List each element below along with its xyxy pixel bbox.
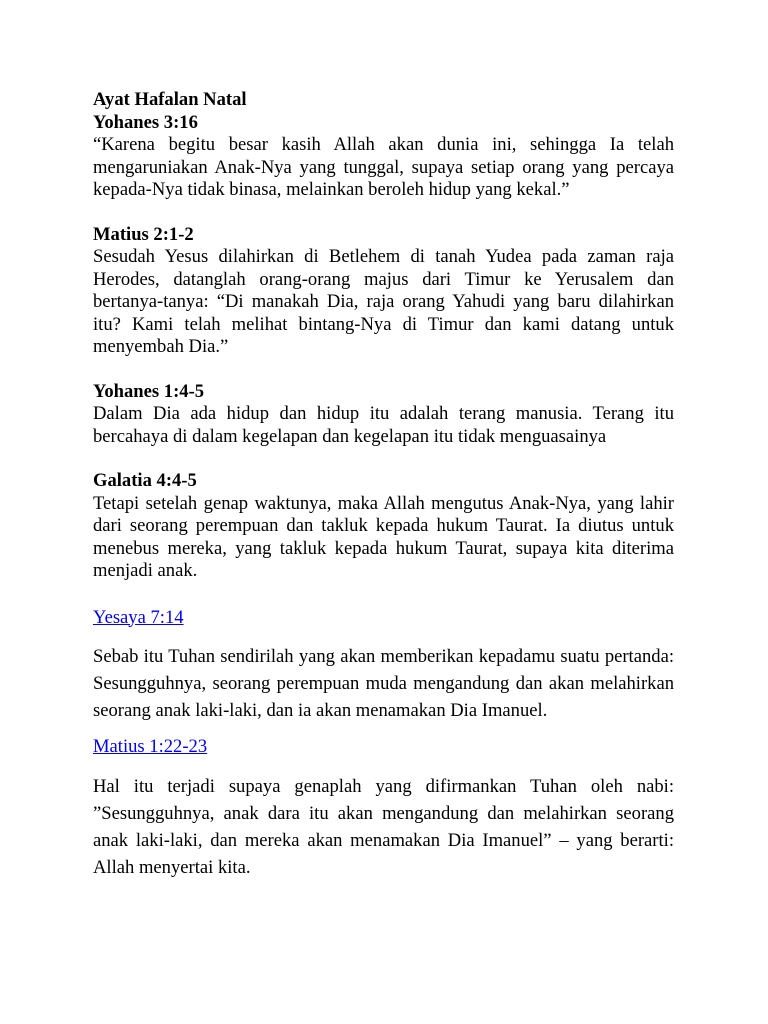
document-heading: Ayat Hafalan Natal	[93, 89, 247, 110]
verse-reference: Galatia 4:4-5	[93, 470, 197, 491]
verse-text: Tetapi setelah genap waktunya, maka Allah mengutus Anak-Nya, yang lahir dari seorang perempuan dan takluk kepada hukum Taurat. Ia diutus untuk menebus mereka, yang takluk kepada hukum Taurat, supaya kita diterima menjadi anak.	[93, 492, 674, 581]
verse-text: Hal itu terjadi supaya genaplah yang difirmankan Tuhan oleh nabi: ”Sesungguhnya, anak dara itu akan mengandung dan melahirkan seorang anak laki-laki, dan mereka akan menamakan Dia Imanuel” – yang berarti: Allah menyertai kita.	[93, 775, 674, 878]
section-yohanes-3-16	[93, 89, 674, 202]
verse-text: Sebab itu Tuhan sendirilah yang akan memberikan kepadamu suatu pertanda: Sesungguhnya, seorang perempuan muda mengandung dan akan melahirkan seorang anak laki-laki, dan ia akan menamakan Dia Imanuel.	[93, 646, 674, 721]
verse-reference: Yohanes 1:4-5	[93, 380, 205, 402]
section-yohanes-1-4-5	[93, 381, 674, 449]
verse-text: Dalam Dia ada hidup dan hidup itu adalah terang manusia. Terang itu bercahaya di dalam kegelapan dan kegelapan itu tidak menguasainya	[93, 403, 674, 447]
verse-link-yesaya-7-14[interactable]: Yesaya 7:14	[93, 606, 184, 628]
verse-text: Sesudah Yesus dilahirkan di Betlehem di tanah Yudea pada zaman raja Herodes, datanglah orang-orang majus dari Timur ke Yerusalem dan bertanya-tanya: “Di manakah Dia, raja orang Yahudi yang baru dilahirkan itu? Kami telah melihat bintang-Nya di Timur dan kami datang untuk menyembah Dia.”	[93, 246, 674, 357]
document-content	[93, 89, 674, 903]
verse-reference: Yohanes 3:16	[93, 111, 198, 133]
verse-text: “Karena begitu besar kasih Allah akan dunia ini, sehingga Ia telah mengaruniakan Anak-Nya yang tunggal, supaya setiap orang yang percaya kepada-Nya tidak binasa, melainkan beroleh hidup yang kekal.”	[93, 134, 674, 200]
verse-reference: Matius 2:1-2	[93, 223, 194, 245]
section-galatia-4-4-5	[93, 470, 674, 583]
verse-link-matius-1-22-23[interactable]: Matius 1:22-23	[93, 736, 208, 757]
section-matius-1-22-23	[93, 736, 674, 881]
section-yesaya-7-14	[93, 607, 674, 725]
section-matius-2-1-2	[93, 224, 674, 359]
